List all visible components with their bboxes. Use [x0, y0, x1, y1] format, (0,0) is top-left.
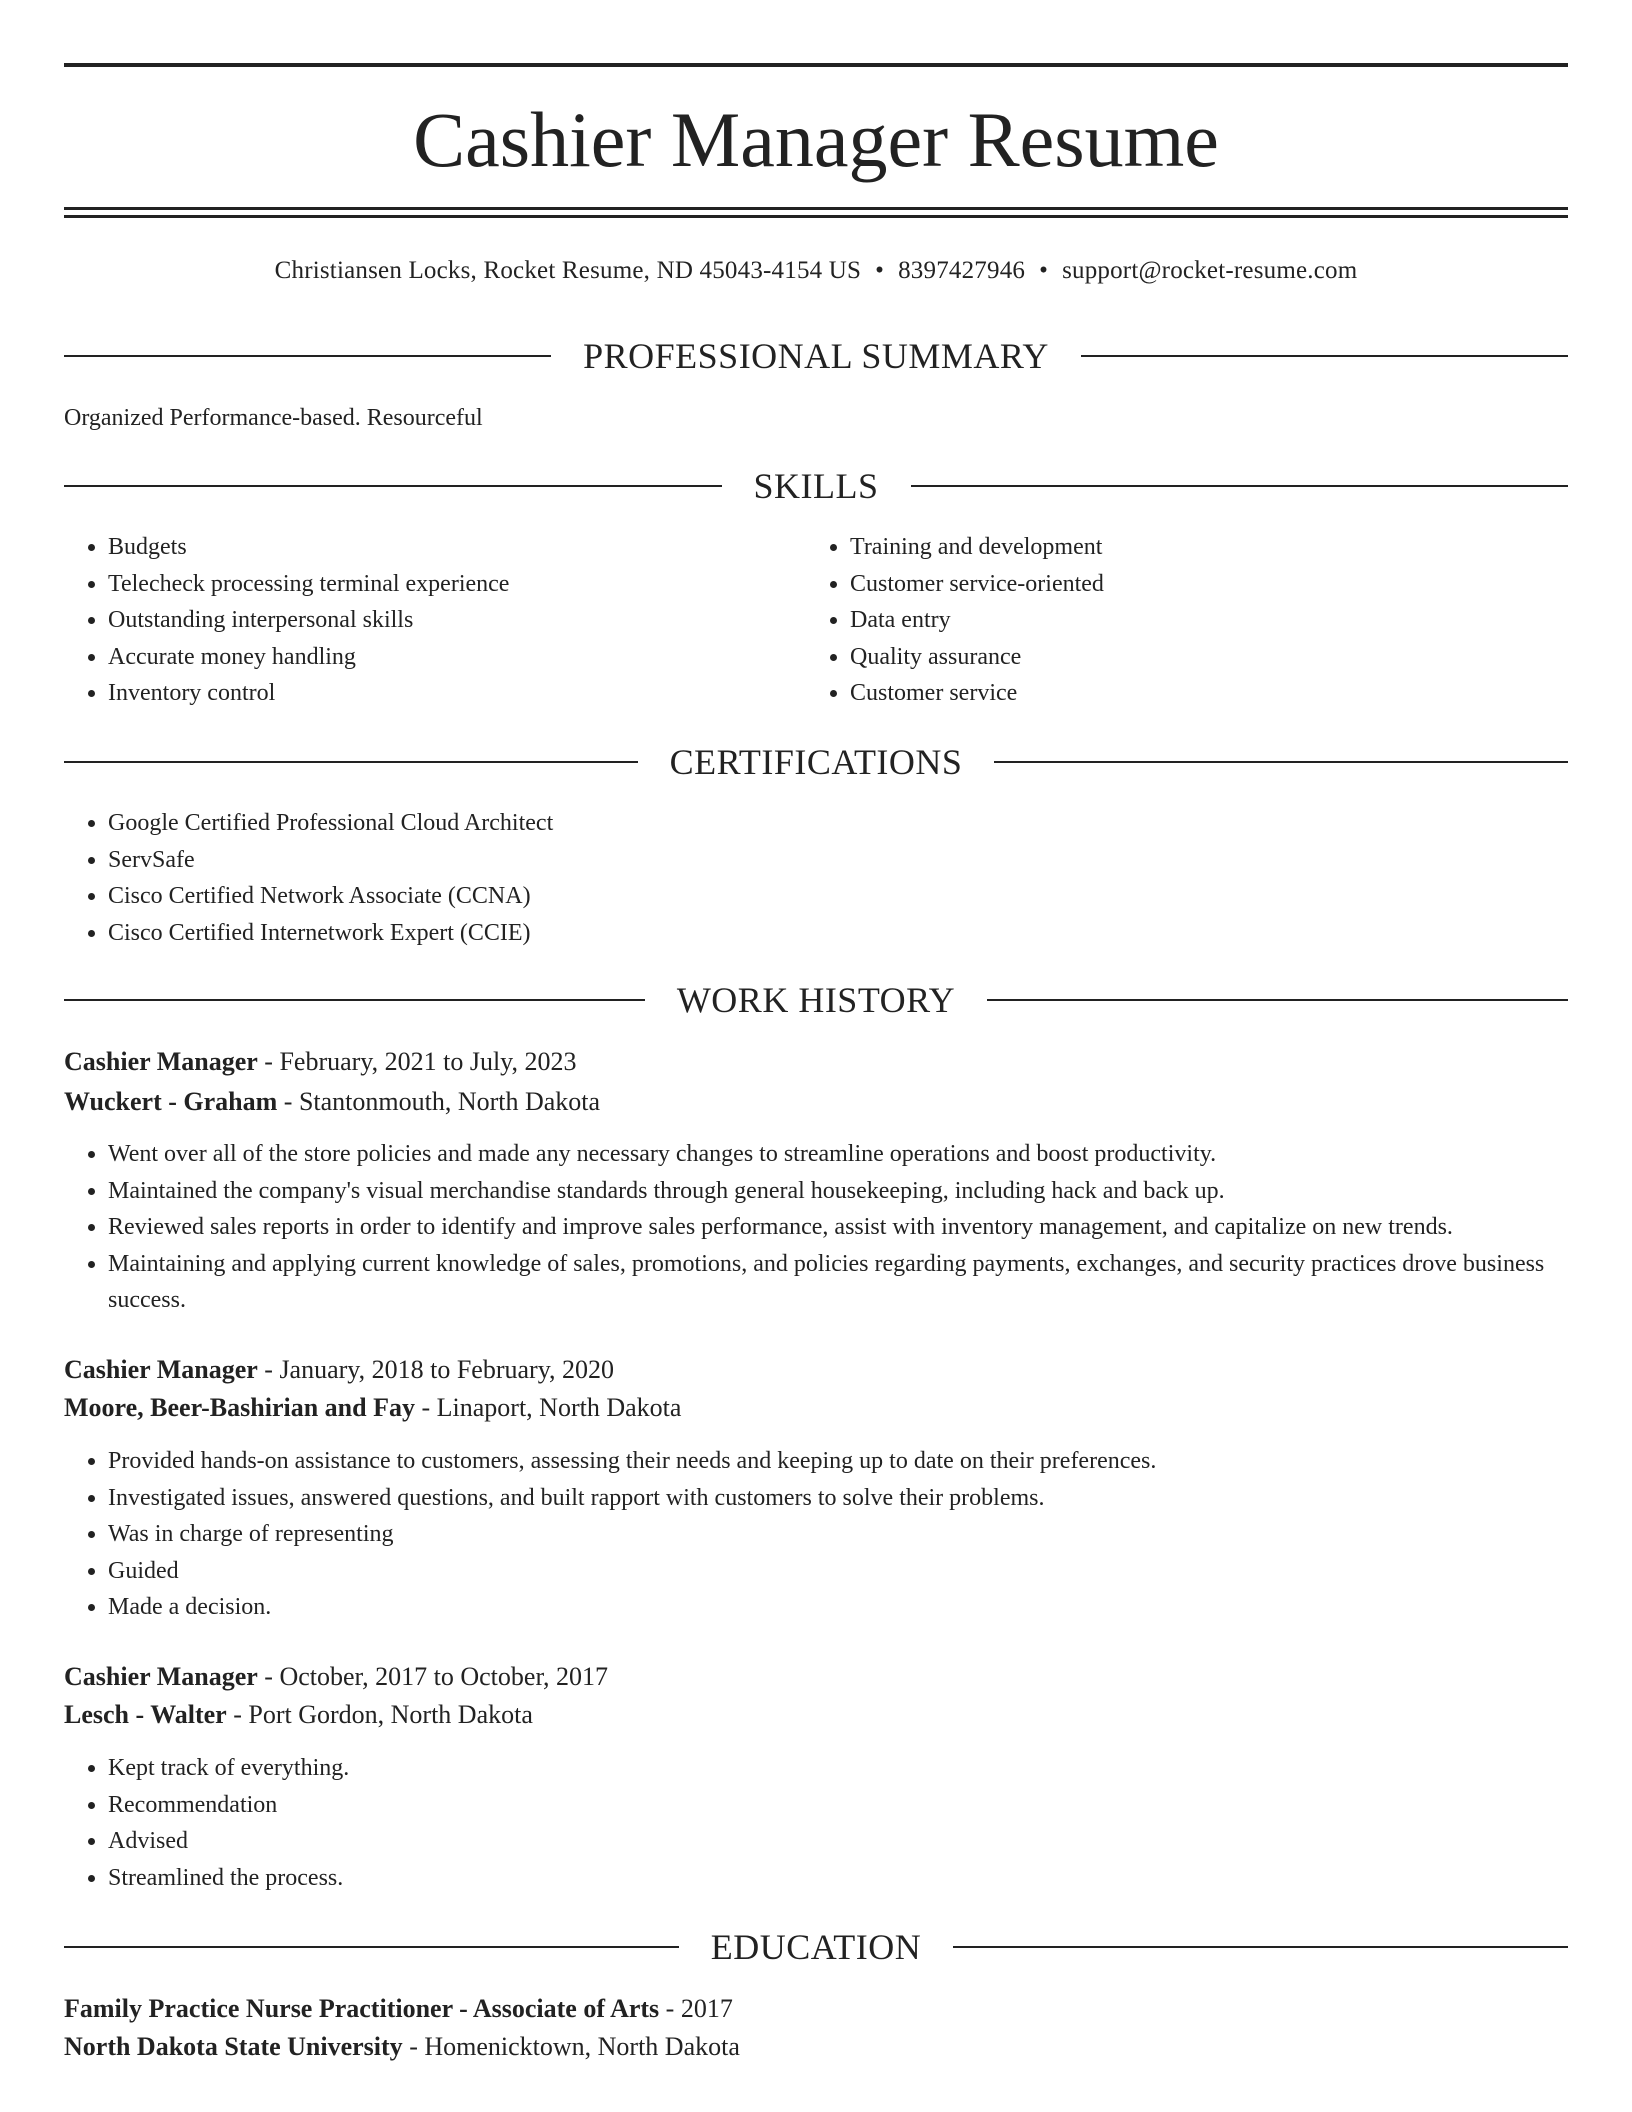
- job-company-line: [64, 1699, 533, 1731]
- divider: [1081, 355, 1568, 357]
- top-rule: [64, 63, 1568, 67]
- skill-item: • Quality assurance: [850, 639, 1550, 676]
- summary-text: Organized Performance-based. Resourceful: [64, 405, 483, 431]
- education-location: - Homenicktown, North Dakota: [402, 2032, 740, 2061]
- education-heading-text: EDUCATION: [710, 1927, 922, 1967]
- title-rule-lower: [64, 215, 1568, 218]
- education-school: North Dakota State University: [64, 2032, 403, 2061]
- job-title-line: [64, 1661, 608, 1693]
- education-school-line: [64, 2031, 740, 2063]
- skills-heading-text: SKILLS: [753, 466, 879, 506]
- job-bullet: • Investigated issues, answered questions, and built rapport with customers to solve their problems.: [108, 1480, 1568, 1517]
- job-bullet: • Provided hands-on assistance to customers, assessing their needs and keeping up to date on their preferences.: [108, 1443, 1568, 1480]
- job-bullet: • Was in charge of representing: [108, 1516, 1568, 1553]
- skills-heading: [64, 464, 1568, 508]
- certification-item: • Cisco Certified Internetwork Expert (CCIE): [108, 915, 1508, 952]
- job-location: - Stantonmouth, North Dakota: [277, 1087, 601, 1116]
- contact-email: support@rocket-resume.com: [1062, 257, 1358, 284]
- job-bullet: • Recommendation: [108, 1787, 1568, 1824]
- certification-item: • Google Certified Professional Cloud Architect: [108, 805, 1508, 842]
- title-rule-upper: [64, 207, 1568, 210]
- skill-item: • Accurate money handling: [108, 639, 808, 676]
- certifications-heading: [64, 740, 1568, 784]
- skills-list-left: [64, 529, 808, 712]
- job-bullet: • Streamlined the process.: [108, 1860, 1568, 1897]
- job-title: Cashier Manager: [64, 1355, 258, 1384]
- skill-item: • Inventory control: [108, 675, 808, 712]
- divider: [994, 761, 1568, 763]
- education-degree: Family Practice Nurse Practitioner - Associate of Arts: [64, 1994, 660, 2023]
- job-bullet: • Made a decision.: [108, 1589, 1568, 1626]
- summary-heading-text: PROFESSIONAL SUMMARY: [583, 336, 1049, 376]
- job-bullet: • Maintaining and applying current knowledge of sales, promotions, and policies regarding payments, exchanges, and security practices drove business success.: [108, 1246, 1568, 1319]
- skills-list-right: [806, 529, 1550, 712]
- job-location: - Port Gordon, North Dakota: [226, 1700, 533, 1729]
- work-history-heading: [64, 978, 1568, 1022]
- divider: [64, 999, 645, 1001]
- job-bullet: • Kept track of everything.: [108, 1750, 1568, 1787]
- divider: [64, 761, 638, 763]
- education-degree-line: [64, 1993, 733, 2025]
- education-heading: [64, 1925, 1568, 1969]
- skill-item: • Customer service: [850, 675, 1550, 712]
- summary-heading: [64, 334, 1568, 378]
- job-bullet: • Guided: [108, 1553, 1568, 1590]
- certification-item: • Cisco Certified Network Associate (CCNA): [108, 878, 1508, 915]
- job-company-line: [64, 1392, 681, 1424]
- job-dates: - January, 2018 to February, 2020: [257, 1355, 614, 1384]
- job-bullets: [64, 1443, 1568, 1626]
- work-history-heading-text: WORK HISTORY: [676, 980, 956, 1020]
- contact-separator: •: [875, 257, 885, 284]
- education-year: - 2017: [659, 1994, 733, 2023]
- job-title: Cashier Manager: [64, 1662, 258, 1691]
- divider: [64, 485, 722, 487]
- certification-item: • ServSafe: [108, 842, 1508, 879]
- job-bullets: [64, 1136, 1568, 1319]
- job-bullets: [64, 1750, 1568, 1896]
- contact-line: [0, 256, 1632, 286]
- contact-separator: •: [1039, 257, 1049, 284]
- skill-item: • Budgets: [108, 529, 808, 566]
- skill-item: • Outstanding interpersonal skills: [108, 602, 808, 639]
- job-title-line: [64, 1046, 576, 1078]
- divider: [953, 1946, 1568, 1948]
- job-company: Moore, Beer-Bashirian and Fay: [64, 1393, 415, 1422]
- skill-item: • Customer service-oriented: [850, 566, 1550, 603]
- skill-item: • Training and development: [850, 529, 1550, 566]
- job-company: Lesch - Walter: [64, 1700, 227, 1729]
- job-dates: - February, 2021 to July, 2023: [257, 1047, 577, 1076]
- divider: [911, 485, 1569, 487]
- job-dates: - October, 2017 to October, 2017: [257, 1662, 609, 1691]
- contact-address: Christiansen Locks, Rocket Resume, ND 45043-4154 US: [274, 257, 862, 284]
- job-bullet: • Advised: [108, 1823, 1568, 1860]
- divider: [64, 355, 551, 357]
- job-bullet: • Went over all of the store policies and made any necessary changes to streamline operations and boost productivity.: [108, 1136, 1568, 1173]
- job-company-line: [64, 1086, 600, 1118]
- skill-item: • Telecheck processing terminal experience: [108, 566, 808, 603]
- page-title: Cashier Manager Resume: [413, 96, 1219, 183]
- certifications-list: [64, 805, 1508, 951]
- job-company: Wuckert - Graham: [64, 1087, 278, 1116]
- skill-item: • Data entry: [850, 602, 1550, 639]
- contact-phone: 8397427946: [898, 257, 1026, 284]
- job-bullet: • Reviewed sales reports in order to identify and improve sales performance, assist with inventory management, and capitalize on new trends.: [108, 1209, 1568, 1246]
- job-title: Cashier Manager: [64, 1047, 258, 1076]
- job-title-line: [64, 1354, 614, 1386]
- divider: [987, 999, 1568, 1001]
- certifications-heading-text: CERTIFICATIONS: [669, 742, 963, 782]
- divider: [64, 1946, 679, 1948]
- job-bullet: • Maintained the company's visual merchandise standards through general housekeeping, including hack and back up.: [108, 1173, 1568, 1210]
- job-location: - Linaport, North Dakota: [414, 1393, 682, 1422]
